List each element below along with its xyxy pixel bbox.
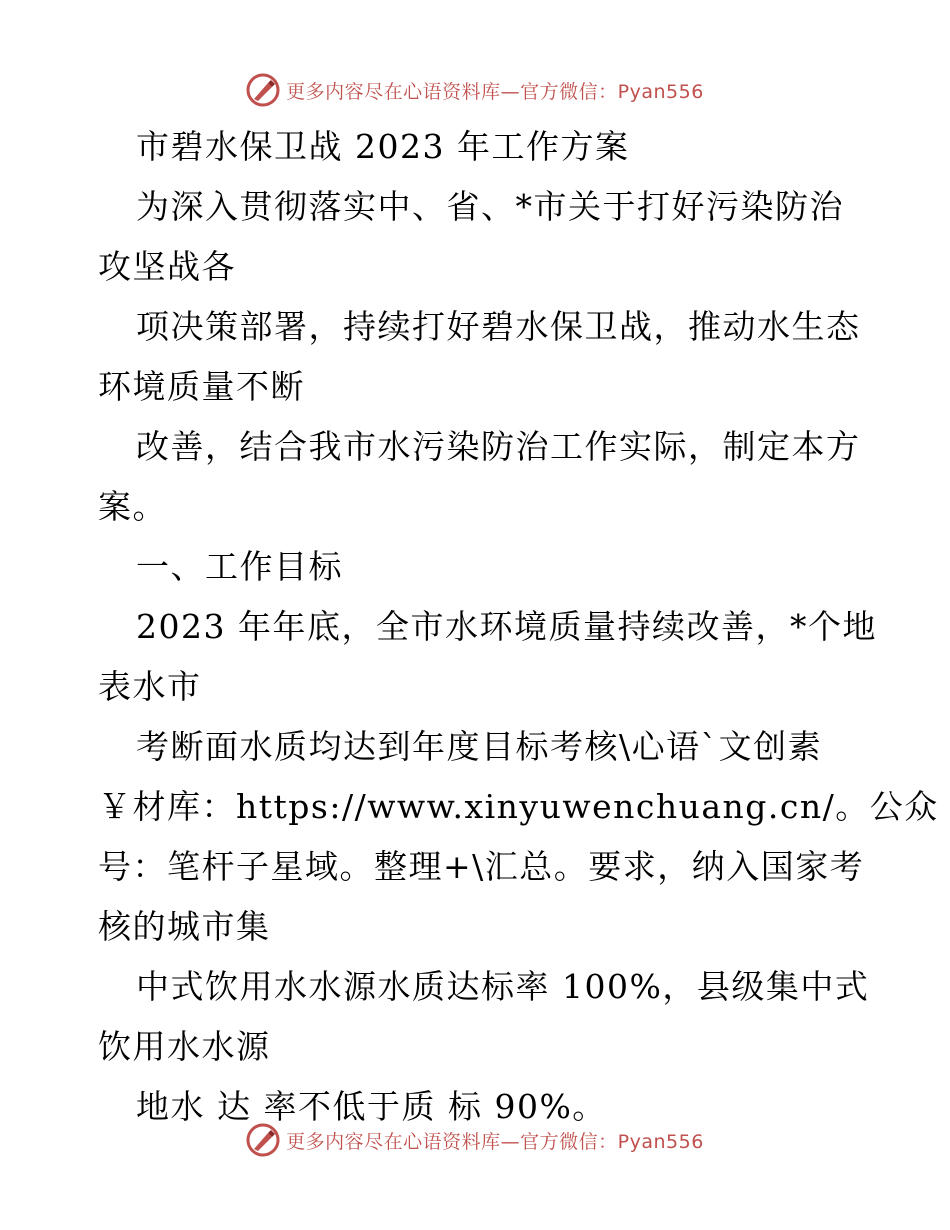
document-body [98,117,939,1137]
text-line: 市碧水保卫战 2023 年工作方案 [136,127,630,166]
text-line: 考断面水质均达到年度目标考核\心语`文创素 [136,727,823,766]
text-line: 为深入贯彻落实中、省、*市关于打好污染防治 [136,187,844,226]
text-line: 表水市 [98,667,202,706]
text-line: 中式饮用水水源水质达标率 100%，县级集中式 [136,967,870,1006]
text-line: ￥材库：https://www.xinyuwenchuang.cn/。公众 [98,787,939,826]
header-watermark-banner [0,70,950,110]
text-line: 饮用水水源 [98,1027,271,1066]
footer-watermark-banner [0,1120,950,1160]
text-line: 地水 达 率不低于质 标 90%。 [136,1087,607,1126]
pen-logo-icon [246,73,280,107]
text-line: 核的城市集 [98,907,271,946]
text-line: 案。 [98,487,167,526]
watermark-text: 更多内容尽在心语资料库—官方微信：Pyan556 [286,80,704,103]
text-line: 项决策部署，持续打好碧水保卫战，推动水生态 [136,307,861,346]
text-line: 环境质量不断 [98,367,305,406]
text-line: 一、工作目标 [136,547,343,586]
text-line: 改善，结合我市水污染防治工作实际，制定本方 [136,427,861,466]
text-line: 攻坚战各 [98,247,236,286]
text-line: 号：笔杆子星域。整理+\汇总。要求，纳入国家考 [98,847,865,886]
watermark-text: 更多内容尽在心语资料库—官方微信：Pyan556 [286,1130,704,1153]
pen-logo-icon [246,1123,280,1157]
text-line: 2023 年年底，全市水环境质量持续改善，*个地 [136,607,877,646]
